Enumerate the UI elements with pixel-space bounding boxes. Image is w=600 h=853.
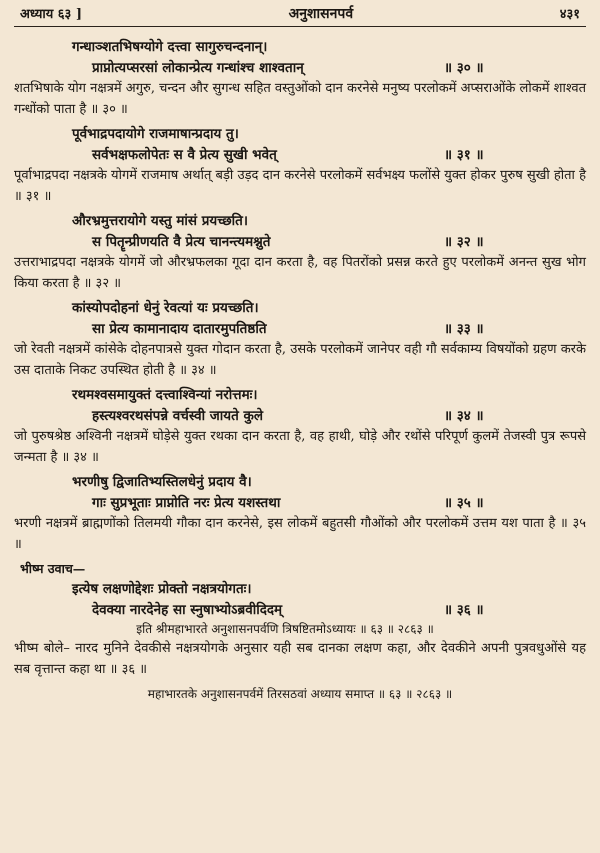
- verse-line: [14, 58, 586, 79]
- verse-line: [14, 145, 586, 166]
- verse-number: ॥ ३५ ॥: [444, 494, 484, 511]
- verse-block: [14, 37, 586, 120]
- verse-number: ॥ ३२ ॥: [444, 233, 484, 250]
- verse-block: [14, 385, 586, 468]
- verse-text: गाः सुप्रभूताः प्राप्नोति नरः प्रेत्य यशस्तथा: [92, 494, 281, 511]
- translation: जो रेवती नक्षत्रमें कांसेके दोहनपात्रसे युक्त गोदान करता है, उसके परलोकमें जानेपर वही गौ सर्वकाम्य विषयोंको ग्रहण करके उस दाताके निकट उपस्थित होती है ॥ ३४ ॥: [14, 342, 586, 378]
- verse-text: हस्त्यश्वरथसंपन्ने वर्चस्वी जायते कुले: [92, 407, 264, 424]
- verse-line: औरभ्रमुत्तरायोगे यस्तु मांसं प्रयच्छति।: [72, 213, 248, 229]
- verse-text: सर्वभक्षफलोपेतः स वै प्रेत्य सुखी भवेत्: [92, 146, 277, 163]
- verse-text: स पितॄन्प्रीणयति वै प्रेत्य चानन्त्यमश्नुते: [92, 233, 271, 250]
- verse-number: ॥ ३० ॥: [444, 59, 484, 76]
- verse-text: देवक्या नारदेनेह सा स्नुषाभ्योऽब्रवीदिदम्: [92, 601, 283, 618]
- translation: पूर्वाभाद्रपदा नक्षत्रके योगमें राजमाष अर्थात् बड़ी उड़द दान करनेसे परलोकमें सर्वभक्ष्य फलोंसे युक्त होकर पुरुष सुखी होता है ॥ ३१ ॥: [14, 168, 586, 204]
- translation: जो पुरुषश्रेष्ठ अश्विनी नक्षत्रमें घोड़ेसे युक्त रथका दान करता है, वह हाथी, घोड़े और रथोंसे परिपूर्ण कुलमें तेजस्वी पुत्र रूपसे जन्मता है ॥ ३४ ॥: [14, 429, 586, 465]
- verse-line: कांस्योपदोहनां धेनुं रेवत्यां यः प्रयच्छति।: [72, 300, 259, 316]
- verse-line: [14, 319, 586, 340]
- chapter-label: अध्याय ६३ ]: [20, 7, 82, 22]
- verse-line: पूर्वभाद्रपदायोगे राजमाषान्प्रदाय तु।: [72, 126, 239, 142]
- verse-line: [14, 493, 586, 514]
- page-header: [14, 4, 586, 27]
- verse-number: ॥ ३३ ॥: [444, 320, 484, 337]
- translation: भीष्म बोले– नारद मुनिने देवकीसे नक्षत्रयोगके अनुसार यही सब दानका लक्षण कहा, और देवकीने अपनी पुत्रवधुओंसे यह सब वृत्तान्त कहा था ॥ ३६ ॥: [14, 641, 586, 677]
- verse-line: गन्धाञ्शतभिषग्योगे दत्त्वा सागुरुचन्दनान्।: [72, 39, 268, 55]
- verse-line: भरणीषु द्विजातिभ्यस्तिलधेनुं प्रदाय वै।: [72, 474, 252, 490]
- colophon: इति श्रीमहाभारते अनुशासनपर्वणि त्रिषष्टितमोऽध्यायः ॥ ६३ ॥ २८६३ ॥: [136, 622, 434, 636]
- page-number: ४३१: [559, 7, 580, 22]
- verse-line: इत्येष लक्षणोद्देशः प्रोक्तो नक्षत्रयोगतः।: [72, 581, 252, 597]
- section-title: अनुशासनपर्व: [288, 6, 354, 22]
- verse-block: [14, 472, 586, 555]
- verse-line: [14, 406, 586, 427]
- chapter-closing: महाभारतके अनुशासनपर्वमें तिरसठवां अध्याय समाप्त ॥ ६३ ॥ २८६३ ॥: [147, 687, 453, 701]
- translation: उत्तराभाद्रपदा नक्षत्रके योगमें जो औरभ्रफलका गूदा दान करता है, वह पितरोंको प्रसन्न करते हुए परलोकमें अनन्त सुख भोग किया करता है ॥ ३२ ॥: [14, 255, 586, 291]
- verse-text: प्राप्नोत्यप्सरसां लोकान्प्रेत्य गन्धांश्च शाश्वतान्: [92, 59, 304, 76]
- page-body: [14, 27, 586, 704]
- translation: भरणी नक्षत्रमें ब्राह्मणोंको तिलमयी गौका दान करनेसे, इस लोकमें बहुतसी गौओंको और परलोकमें उत्तम यश पाता है ॥ ३५ ॥: [14, 516, 586, 552]
- speaker-label: भीष्म उवाच—: [20, 561, 86, 576]
- verse-text: सा प्रेत्य कामानादाय दातारमुपतिष्ठति: [92, 320, 267, 337]
- verse-line: [14, 600, 586, 621]
- verse-block: [14, 124, 586, 207]
- verse-line: [14, 232, 586, 253]
- translation: शतभिषाके योग नक्षत्रमें अगुरु, चन्दन और सुगन्ध सहित वस्तुओंको दान करनेसे मनुष्य परलोकमें अप्सराओंके लोकमें शाश्वत गन्धोंको पाता है ॥ ३० ॥: [14, 81, 586, 117]
- verse-block: [14, 579, 586, 620]
- verse-line: रथमश्वसमायुक्तं दत्त्वाश्विन्यां नरोत्तमः।: [72, 387, 258, 403]
- verse-number: ॥ ३४ ॥: [444, 407, 484, 424]
- verse-number: ॥ ३६ ॥: [444, 601, 484, 618]
- verse-number: ॥ ३१ ॥: [444, 146, 484, 163]
- verse-block: [14, 298, 586, 381]
- verse-block: [14, 211, 586, 294]
